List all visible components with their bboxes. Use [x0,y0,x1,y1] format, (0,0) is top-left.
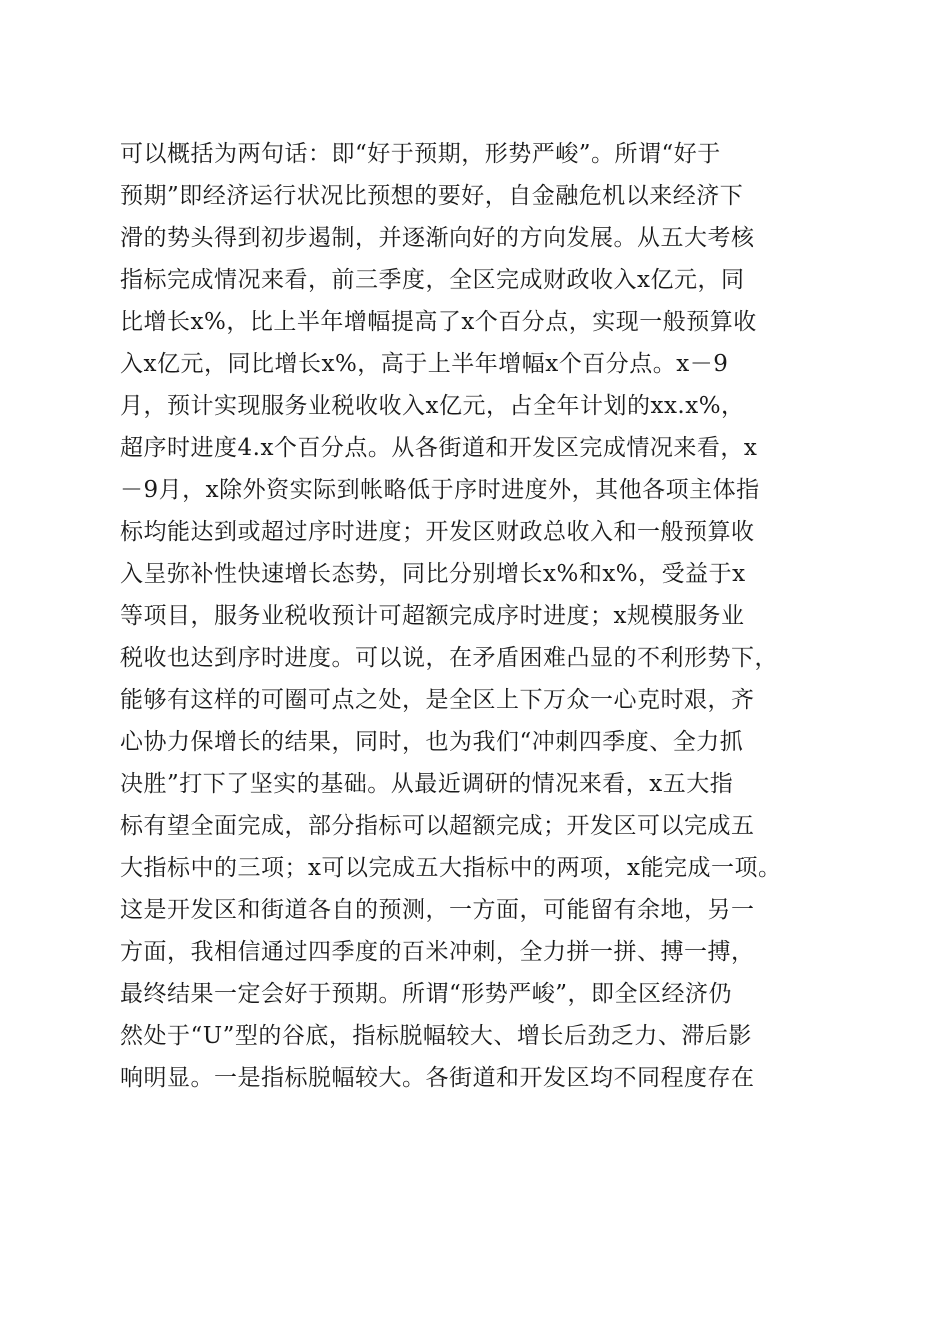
text-line-2: 预期”即经济运行状况比预想的要好，自金融危机以来经济下 [120,183,744,209]
text-line-11: 入呈弥补性快速增长态势，同比分别增长x%和x%，受益于x [120,561,746,587]
text-line-21: 最终结果一定会好于预期。所谓“形势严峻”，即全区经济仍 [120,981,733,1007]
text-line-16: 决胜”打下了坚实的基础。从最近调研的情况来看，x五大指 [120,771,734,797]
text-line-10: 标均能达到或超过序时进度；开发区财政总收入和一般预算收 [120,519,755,545]
text-line-15: 心协力保增长的结果，同时，也为我们“冲刺四季度、全力抓 [120,729,744,755]
text-line-14: 能够有这样的可圈可点之处，是全区上下万众一心克时艰，齐 [120,687,755,713]
text-line-5: 比增长x%，比上半年增幅提高了x个百分点，实现一般预算收 [120,309,757,335]
text-line-13: 税收也达到序时进度。可以说，在矛盾困难凸显的不利形势下， [120,645,778,671]
text-line-1: 可以概括为两句话：即“好于预期，形势严峻”。所谓“好于 [120,141,721,167]
text-line-19: 这是开发区和街道各自的预测，一方面，可能留有余地，另一 [120,897,755,923]
text-line-20: 方面，我相信通过四季度的百米冲刺，全力拼一拼、搏一搏， [120,939,755,965]
text-line-6: 入x亿元，同比增长x%，高于上半年增幅x个百分点。x－9 [120,351,729,377]
text-line-12: 等项目，服务业税收预计可超额完成序时进度；x规模服务业 [120,603,745,629]
text-line-17: 标有望全面完成，部分指标可以超额完成；开发区可以完成五 [120,813,755,839]
text-line-18: 大指标中的三项；x可以完成五大指标中的两项，x能完成一项。 [120,855,782,881]
text-line-4: 指标完成情况来看，前三季度，全区完成财政收入x亿元，同 [120,267,745,293]
text-line-3: 滑的势头得到初步遏制，并逐渐向好的方向发展。从五大考核 [120,225,755,251]
body-paragraph [120,133,840,1099]
text-line-23: 响明显。一是指标脱幅较大。各街道和开发区均不同程度存在 [120,1065,755,1091]
text-line-9: －9月，x除外资实际到帐略低于序时进度外，其他各项主体指 [120,477,760,503]
text-line-7: 月，预计实现服务业税收收入x亿元，占全年计划的xx.x%， [120,393,745,419]
text-line-22: 然处于“U”型的谷底，指标脱幅较大、增长后劲乏力、滞后影 [120,1023,752,1049]
text-line-8: 超序时进度4.x个百分点。从各街道和开发区完成情况来看，x [120,435,758,461]
